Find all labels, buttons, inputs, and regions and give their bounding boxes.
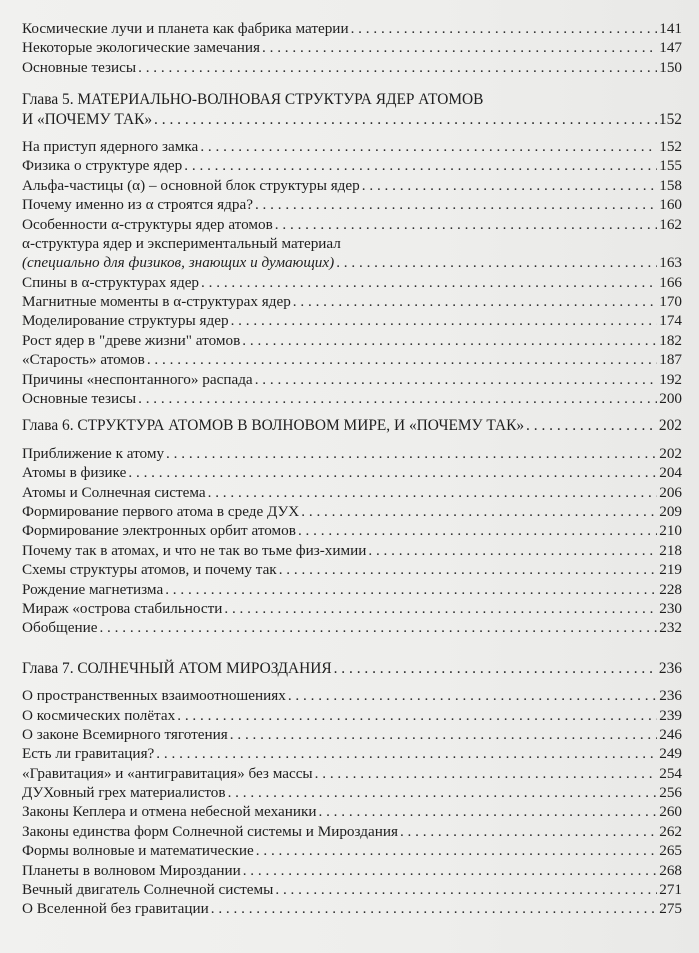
entry-title: Альфа-частицы (α) – основной блок структуры ядер bbox=[22, 176, 360, 194]
toc-entry[interactable] bbox=[22, 725, 682, 744]
toc-entry[interactable] bbox=[22, 802, 682, 821]
toc-entry[interactable] bbox=[22, 599, 682, 618]
leader-dots bbox=[230, 725, 657, 744]
leader-dots bbox=[166, 444, 657, 463]
entry-title: Основные тезисы bbox=[22, 58, 137, 76]
toc-entry[interactable] bbox=[22, 861, 682, 880]
page-number: 155 bbox=[659, 157, 682, 175]
chapter-6-title: Глава 6. СТРУКТУРА АТОМОВ В ВОЛНОВОМ МИРЕ, И «ПОЧЕМУ ТАК» bbox=[22, 417, 525, 435]
chapter-7-heading[interactable] bbox=[22, 659, 682, 678]
page-number: 202 bbox=[659, 444, 682, 462]
chapter-6-heading[interactable] bbox=[22, 416, 682, 435]
toc-entry[interactable] bbox=[22, 521, 682, 540]
toc-entry[interactable] bbox=[22, 744, 682, 763]
leader-dots bbox=[138, 58, 657, 77]
chapter-5-heading-line2: И «ПОЧЕМУ ТАК» bbox=[22, 110, 153, 128]
leader-dots bbox=[288, 686, 657, 705]
toc-entry[interactable] bbox=[22, 560, 682, 579]
leader-dots bbox=[334, 659, 657, 678]
toc-entry[interactable] bbox=[22, 541, 682, 560]
page-number: 182 bbox=[659, 331, 682, 349]
page-number: 160 bbox=[659, 196, 682, 214]
page-number: 147 bbox=[659, 39, 682, 57]
entry-title: Атомы в физике bbox=[22, 464, 127, 482]
page-number: 256 bbox=[659, 784, 682, 802]
page-number: 271 bbox=[659, 881, 682, 899]
page-number: 162 bbox=[659, 215, 682, 233]
toc-entry[interactable] bbox=[22, 502, 682, 521]
chapter-5-items-a bbox=[22, 137, 682, 234]
leader-dots bbox=[368, 541, 657, 560]
toc-entry[interactable] bbox=[22, 176, 682, 195]
table-of-contents bbox=[22, 19, 682, 919]
toc-entry[interactable] bbox=[22, 137, 682, 156]
entry-title: На приступ ядерного замка bbox=[22, 137, 199, 155]
chapter-7-title: Глава 7. СОЛНЕЧНЫЙ АТОМ МИРОЗДАНИЯ bbox=[22, 659, 332, 677]
leader-dots bbox=[298, 521, 657, 540]
entry-title: «Гравитация» и «антигравитация» без массы bbox=[22, 764, 313, 782]
toc-entry[interactable] bbox=[22, 899, 682, 918]
entry-title: Физика о структуре ядер bbox=[22, 157, 183, 175]
entry-title: Планеты в волновом Мироздании bbox=[22, 861, 241, 879]
leader-dots bbox=[156, 744, 657, 763]
page-number: 260 bbox=[659, 803, 682, 821]
entry-title: Законы Кеплера и отмена небесной механики bbox=[22, 803, 317, 821]
entry-title: Схемы структуры атомов, и почему так bbox=[22, 561, 277, 579]
entry-title: Основные тезисы bbox=[22, 390, 137, 408]
chapter-7-items bbox=[22, 686, 682, 919]
toc-entry[interactable] bbox=[22, 783, 682, 802]
page-number: 219 bbox=[659, 561, 682, 579]
entry-title: Спины в α-структурах ядер bbox=[22, 273, 200, 291]
entry-title: Обобщение bbox=[22, 619, 98, 637]
leader-dots bbox=[128, 463, 657, 482]
page-number: 268 bbox=[659, 861, 682, 879]
leader-dots bbox=[256, 841, 657, 860]
toc-entry[interactable] bbox=[22, 483, 682, 502]
page-number: 236 bbox=[659, 687, 682, 705]
entry-title: Магнитные моменты в α-структурах ядер bbox=[22, 293, 291, 311]
entry-title: Причины «неспонтанного» распада bbox=[22, 370, 253, 388]
toc-entry[interactable] bbox=[22, 156, 682, 175]
multi-entry-line2: (специально для физиков, знающих и думающих) bbox=[22, 254, 335, 272]
toc-entry[interactable] bbox=[22, 764, 682, 783]
entry-title: О законе Всемирного тяготения bbox=[22, 725, 228, 743]
page-number: 204 bbox=[659, 464, 682, 482]
leader-dots bbox=[275, 215, 657, 234]
toc-entry[interactable] bbox=[22, 822, 682, 841]
toc-entry[interactable] bbox=[22, 370, 682, 389]
page-number: 230 bbox=[659, 599, 682, 617]
page-number: 200 bbox=[659, 390, 682, 408]
page-number: 209 bbox=[659, 502, 682, 520]
leader-dots bbox=[224, 599, 657, 618]
entry-title: Формы волновые и математические bbox=[22, 842, 254, 860]
leader-dots bbox=[211, 899, 658, 918]
entry-title: Атомы и Солнечная система bbox=[22, 483, 206, 501]
leader-dots bbox=[336, 253, 657, 272]
multi-entry-line1[interactable]: α-структура ядер и экспериментальный материал bbox=[22, 234, 341, 252]
entry-title: ДУХовный грех материалистов bbox=[22, 784, 226, 802]
toc-entry[interactable] bbox=[22, 686, 682, 705]
leader-dots bbox=[242, 331, 657, 350]
page-number: 166 bbox=[659, 273, 682, 291]
leader-dots bbox=[165, 580, 657, 599]
leader-dots bbox=[243, 861, 658, 880]
entry-title: О пространственных взаимоотношениях bbox=[22, 687, 286, 705]
toc-entry[interactable] bbox=[22, 463, 682, 482]
page-number: 239 bbox=[659, 706, 682, 724]
entry-title: Особенности α-структуры ядер атомов bbox=[22, 215, 273, 233]
page-number: 174 bbox=[659, 312, 682, 330]
toc-entry[interactable] bbox=[22, 195, 682, 214]
leader-dots bbox=[201, 273, 657, 292]
leader-dots bbox=[293, 292, 657, 311]
page-number: 265 bbox=[659, 842, 682, 860]
page-number: 232 bbox=[659, 619, 682, 637]
page-number: 210 bbox=[659, 522, 682, 540]
entry-title: Мираж «острова стабильности bbox=[22, 599, 223, 617]
page-number: 249 bbox=[659, 745, 682, 763]
toc-entry[interactable] bbox=[22, 292, 682, 311]
page-number: 163 bbox=[659, 254, 682, 272]
leader-dots bbox=[318, 802, 657, 821]
entry-title: О Вселенной без гравитации bbox=[22, 900, 209, 918]
leader-dots bbox=[262, 38, 657, 57]
leader-dots bbox=[147, 350, 657, 369]
leader-dots bbox=[301, 502, 657, 521]
entry-title: Космические лучи и планета как фабрика материи bbox=[22, 20, 349, 37]
page-number: 236 bbox=[658, 659, 682, 677]
toc-entry[interactable] bbox=[22, 580, 682, 599]
page-number: 152 bbox=[659, 137, 682, 155]
entry-title: Почему так в атомах, и что не так во тьме физ-химии bbox=[22, 541, 367, 559]
entry-title: Моделирование структуры ядер bbox=[22, 312, 229, 330]
entry-title: Есть ли гравитация? bbox=[22, 745, 155, 763]
entry-title: Приближение к атому bbox=[22, 444, 165, 462]
leader-dots bbox=[208, 483, 658, 502]
entry-title: Формирование электронных орбит атомов bbox=[22, 522, 296, 540]
leader-dots bbox=[231, 311, 658, 330]
leader-dots bbox=[154, 110, 657, 129]
page-number: 192 bbox=[659, 370, 682, 388]
page-number: 152 bbox=[658, 110, 682, 128]
leader-dots bbox=[228, 783, 658, 802]
toc-entry[interactable] bbox=[22, 273, 682, 292]
page-number: 187 bbox=[659, 351, 682, 369]
leader-dots bbox=[200, 137, 657, 156]
toc-entry[interactable] bbox=[22, 311, 682, 330]
toc-entry[interactable] bbox=[22, 880, 682, 899]
leader-dots bbox=[275, 880, 657, 899]
page-number: 150 bbox=[659, 58, 682, 76]
page-number: 246 bbox=[659, 725, 682, 743]
leader-dots bbox=[526, 416, 657, 435]
entry-title: Вечный двигатель Солнечной системы bbox=[22, 881, 274, 899]
leader-dots bbox=[184, 156, 657, 175]
toc-entry[interactable] bbox=[22, 38, 682, 57]
leader-dots bbox=[351, 19, 658, 38]
entry-title: Законы единства форм Солнечной системы и Мироздания bbox=[22, 822, 398, 840]
chapter-6-items bbox=[22, 444, 682, 638]
leader-dots bbox=[362, 176, 657, 195]
entry-title: О космических полётах bbox=[22, 706, 176, 724]
chapter-5-heading[interactable] bbox=[22, 110, 682, 129]
leader-dots bbox=[138, 389, 657, 408]
entry-title: Рост ядер в "древе жизни" атомов bbox=[22, 331, 241, 349]
leader-dots bbox=[279, 560, 658, 579]
toc-entry[interactable] bbox=[22, 841, 682, 860]
toc-entry[interactable] bbox=[22, 350, 682, 369]
page-number: 202 bbox=[658, 417, 682, 435]
toc-entry[interactable] bbox=[22, 58, 682, 77]
leader-dots bbox=[315, 764, 658, 783]
page-number: 275 bbox=[659, 900, 682, 918]
page-number: 158 bbox=[659, 176, 682, 194]
toc-entry[interactable] bbox=[22, 19, 682, 38]
leader-dots bbox=[255, 195, 657, 214]
toc-entry[interactable] bbox=[22, 706, 682, 725]
page-number: 206 bbox=[659, 483, 682, 501]
toc-entry[interactable] bbox=[22, 215, 682, 234]
leader-dots bbox=[400, 822, 657, 841]
chapter-5-heading-line1: Глава 5. МАТЕРИАЛЬНО-ВОЛНОВАЯ СТРУКТУРА ЯДЕР АТОМОВ bbox=[22, 91, 484, 109]
entry-title: Некоторые экологические замечания bbox=[22, 39, 260, 57]
toc-entry[interactable] bbox=[22, 618, 682, 637]
chapter-5-items-b bbox=[22, 273, 682, 409]
page-number: 254 bbox=[659, 764, 682, 782]
page-number: 228 bbox=[659, 580, 682, 598]
leader-dots bbox=[99, 618, 657, 637]
page-number: 141 bbox=[659, 20, 682, 37]
page-number: 170 bbox=[659, 293, 682, 311]
entry-title: Рождение магнетизма bbox=[22, 580, 164, 598]
leader-dots bbox=[177, 706, 657, 725]
block-intro bbox=[22, 19, 682, 77]
toc-entry[interactable] bbox=[22, 331, 682, 350]
toc-entry[interactable] bbox=[22, 389, 682, 408]
page-number: 218 bbox=[659, 541, 682, 559]
entry-title: Формирование первого атома в среде ДУХ bbox=[22, 502, 300, 520]
page-number: 262 bbox=[659, 822, 682, 840]
toc-entry[interactable] bbox=[22, 444, 682, 463]
leader-dots bbox=[255, 370, 658, 389]
entry-title: Почему именно из α строятся ядра? bbox=[22, 196, 253, 214]
multi-entry[interactable] bbox=[22, 253, 682, 272]
entry-title: «Старость» атомов bbox=[22, 351, 145, 369]
